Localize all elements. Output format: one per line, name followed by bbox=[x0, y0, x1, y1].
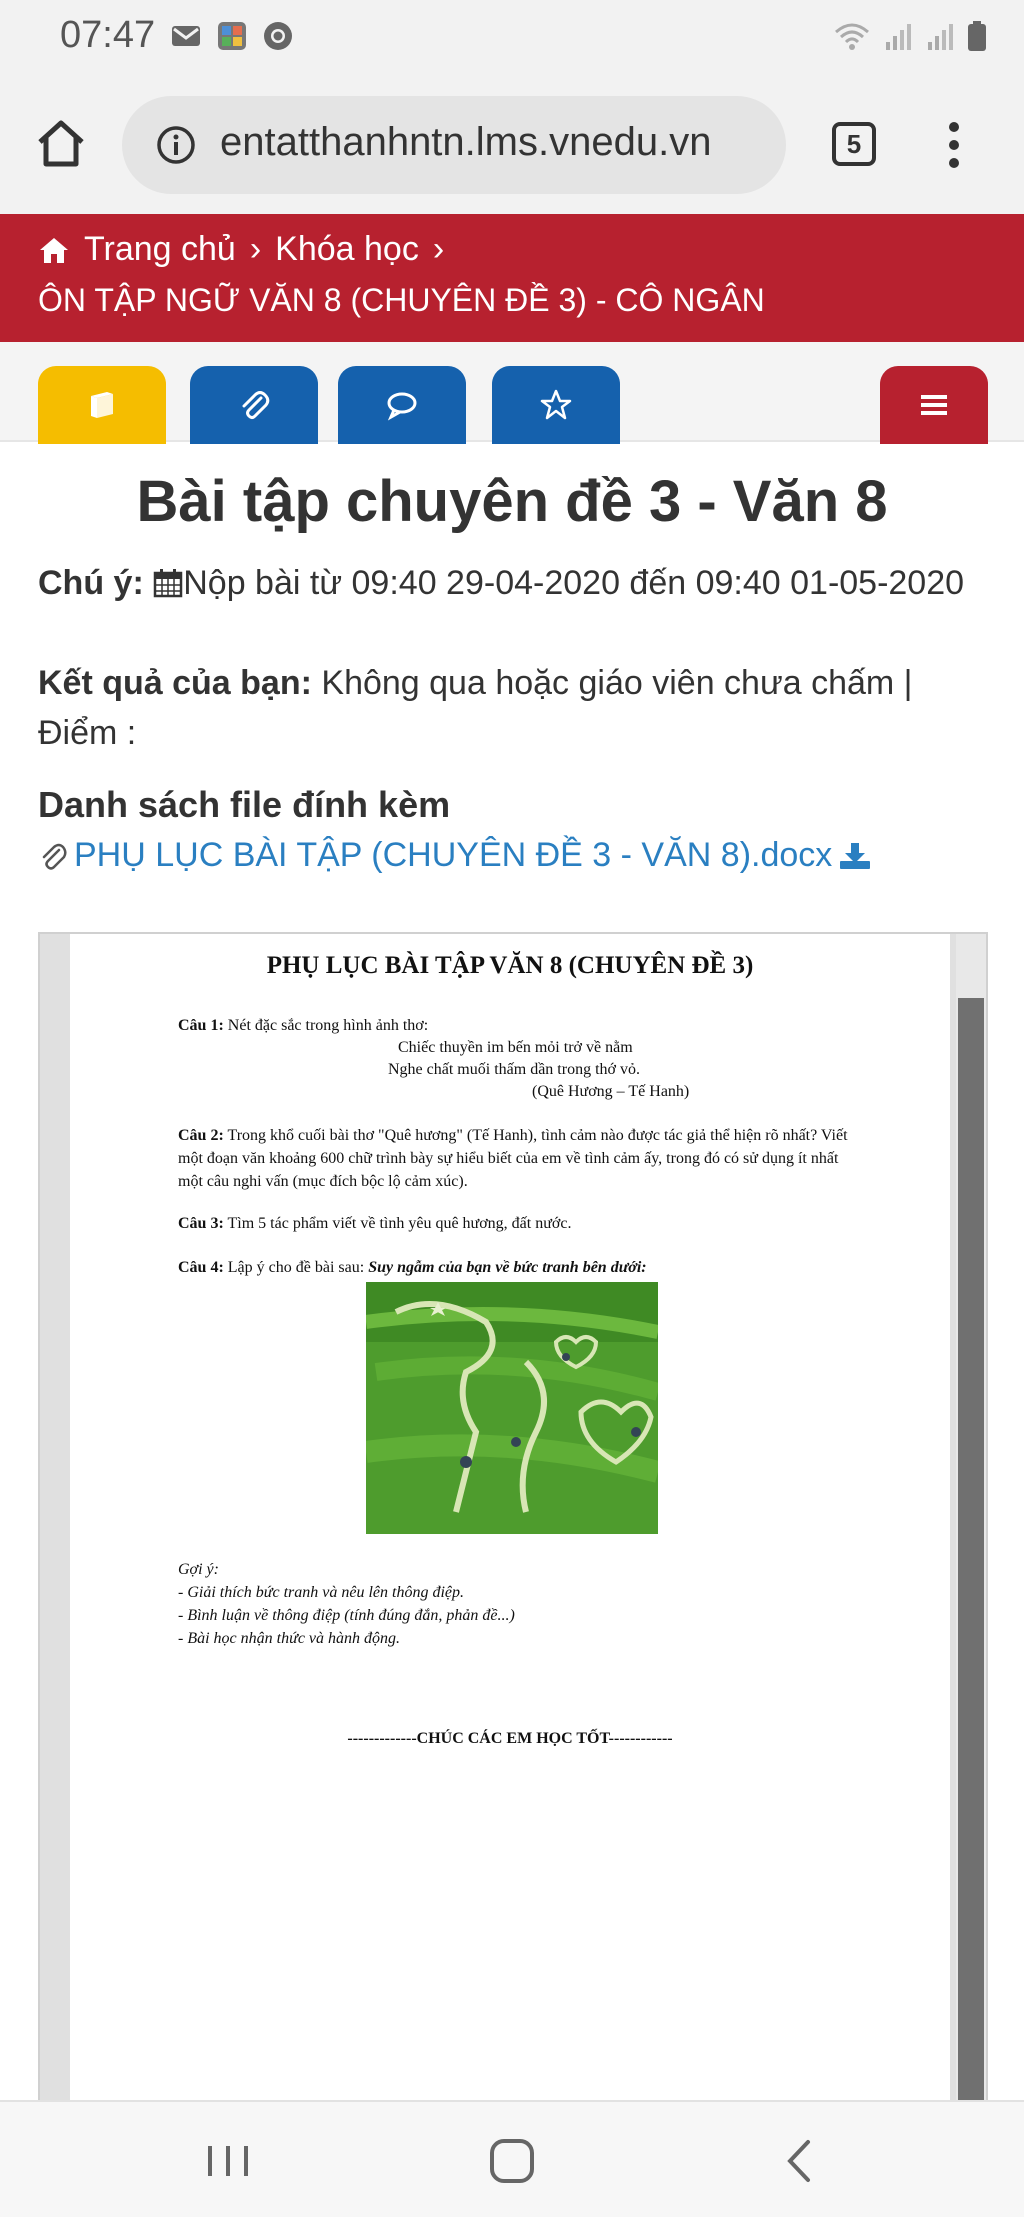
document-scrollbar[interactable] bbox=[956, 934, 986, 2102]
course-title-link[interactable]: ÔN TẬP NGỮ VĂN 8 (CHUYÊN ĐỀ 3) - CÔ NGÂN bbox=[38, 282, 765, 318]
battery-icon bbox=[966, 20, 988, 52]
home-icon[interactable] bbox=[482, 2136, 542, 2186]
note-label: Chú ý: bbox=[38, 564, 144, 602]
poem-source: (Quê Hương – Tế Hanh) bbox=[532, 1083, 690, 1100]
hamburger-icon bbox=[917, 388, 951, 422]
site-header bbox=[0, 214, 1024, 342]
attachment-filename[interactable]: PHỤ LỤC BÀI TẬP (CHUYÊN ĐỀ 3 - VĂN 8).docx bbox=[74, 836, 833, 874]
paperclip-icon bbox=[38, 841, 68, 871]
chevron-right-icon: › bbox=[432, 230, 445, 268]
tab-switcher-button[interactable]: 5 bbox=[832, 122, 876, 166]
url-text[interactable]: entatthanhntn.lms.vnedu.vn bbox=[220, 120, 712, 164]
signal-icon bbox=[924, 20, 956, 52]
status-bar bbox=[0, 0, 1024, 76]
result-text: Không qua hoặc giáo viên chưa chấm | Điểm : bbox=[38, 664, 913, 752]
document-scrollbar-thumb[interactable] bbox=[958, 998, 984, 2102]
home-button[interactable] bbox=[34, 116, 88, 170]
status-time: 07:47 bbox=[60, 14, 156, 56]
question-1: Câu 1: Nét đặc sắc trong hình ảnh thơ: bbox=[178, 1017, 429, 1034]
recents-icon[interactable] bbox=[198, 2136, 258, 2186]
breadcrumb-home-link[interactable]: Trang chủ bbox=[84, 230, 236, 268]
question-3: Câu 3: Tìm 5 tác phẩm viết về tình yêu quê hương, đất nước. bbox=[178, 1215, 572, 1232]
question-2: Câu 2: Trong khổ cuối bài thơ "Quê hương" (Tế Hanh), tình cảm nào được tác giả thể hiện rõ nhất? Viết một đoạn văn khoảng 600 chữ trình bày sự hiểu biết của em về tình cảm ấy, trong đó có sử dụng ít nhất một câu nghi vấn (mục đích bộc lộ cảm xúc). bbox=[178, 1127, 848, 1190]
tab-discussion[interactable] bbox=[338, 366, 466, 444]
calendar-icon bbox=[153, 568, 183, 598]
page-title: Bài tập chuyên đề 3 - Văn 8 bbox=[136, 469, 888, 534]
poem-line-2: Nghe chất muối thấm dần trong thớ vỏ. bbox=[388, 1061, 640, 1078]
result-line bbox=[38, 658, 988, 758]
attachments-heading: Danh sách file đính kèm bbox=[38, 784, 451, 825]
tab-favorites[interactable] bbox=[492, 366, 620, 444]
home-icon bbox=[38, 235, 70, 265]
vietnam-rice-field-image bbox=[366, 1282, 658, 1534]
tab-course-content[interactable] bbox=[38, 366, 166, 444]
tab-attachments[interactable] bbox=[190, 366, 318, 444]
star-icon bbox=[539, 388, 573, 422]
chrome-icon bbox=[262, 20, 294, 52]
poem-line-1: Chiếc thuyền im bến mỏi trở về nằm bbox=[398, 1039, 633, 1056]
result-label: Kết quả của bạn: bbox=[38, 664, 312, 702]
document-viewer[interactable] bbox=[38, 932, 988, 2102]
comment-icon bbox=[385, 388, 419, 422]
more-options-icon[interactable] bbox=[944, 120, 964, 170]
document-footer: -------------CHÚC CÁC EM HỌC TỐT------------ bbox=[347, 1730, 673, 1747]
system-navigation-bar bbox=[0, 2100, 1024, 2217]
deadline-note bbox=[38, 558, 988, 608]
book-icon bbox=[85, 388, 119, 422]
download-icon[interactable] bbox=[838, 841, 872, 871]
hint-section: Gợi ý: - Giải thích bức tranh và nêu lên thông điệp. - Bình luận về thông điệp (tính đúng đắn, phản đề...) - Bài học nhận thức và hành động. bbox=[178, 1561, 515, 1647]
paperclip-icon bbox=[237, 388, 271, 422]
info-icon[interactable] bbox=[156, 125, 196, 165]
breadcrumb bbox=[38, 230, 444, 269]
note-text: Nộp bài từ 09:40 29-04-2020 đến 09:40 01-05-2020 bbox=[183, 564, 965, 602]
question-4: Câu 4: Lập ý cho đề bài sau: Suy ngẫm của bạn về bức tranh bên dưới: bbox=[178, 1259, 647, 1276]
gmail-icon bbox=[170, 20, 202, 52]
document-title: PHỤ LỤC BÀI TẬP VĂN 8 (CHUYÊN ĐỀ 3) bbox=[266, 952, 754, 979]
notification-icons bbox=[170, 20, 294, 52]
back-icon[interactable] bbox=[770, 2136, 830, 2186]
chevron-right-icon: › bbox=[249, 230, 262, 268]
wifi-icon bbox=[832, 20, 872, 52]
document-page bbox=[70, 934, 950, 2102]
signal-icon bbox=[882, 20, 914, 52]
attachment-link[interactable] bbox=[38, 836, 872, 875]
address-bar[interactable] bbox=[122, 96, 786, 194]
tab-menu[interactable] bbox=[880, 366, 988, 444]
browser-toolbar bbox=[0, 76, 1024, 214]
photos-icon bbox=[216, 20, 248, 52]
course-tab-bar bbox=[0, 342, 1024, 442]
breadcrumb-courses-link[interactable]: Khóa học bbox=[275, 230, 419, 268]
system-icons bbox=[832, 20, 988, 52]
